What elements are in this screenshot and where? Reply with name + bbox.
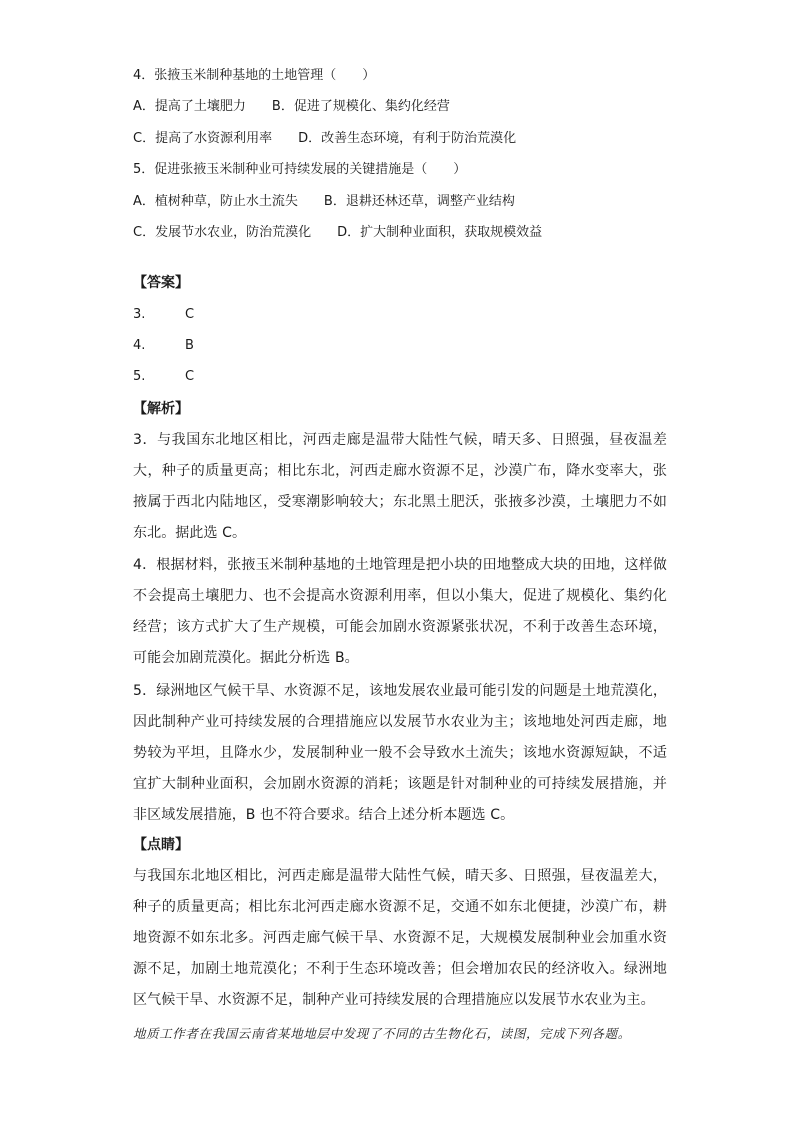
question-4-option-d: D．改善生态环境，有利于防治荒漠化 — [298, 131, 517, 146]
question-4-options-row-2 — [133, 129, 516, 149]
question-5-option-a: A．植树种草，防止水土流失 — [133, 194, 298, 209]
answer-value: B — [185, 338, 194, 353]
question-4-option-a: A．提高了土壤肥力 — [133, 99, 246, 114]
comment-paragraph: 与我国东北地区相比，河西走廊是温带大陆性气候，晴天多、日照强，昼夜温差大，种子的质量更高；相比东北河西走廊水资源不足，交通不如东北便捷，沙漠广布，耕地资源不如东北多。河西走廊气候干旱、水资源不足，大规模发展制种业会加重水资源不足，加剧土地荒漠化；不利于生态环境改善；但会增加农民的经济收入。绿洲地区气候干旱、水资源不足，制种产业可持续发展的合理措施应以发展节水农业为主。 — [133, 868, 667, 1008]
question-5-stem: 5．促进张掖玉米制种业可持续发展的关键措施是（ ） — [133, 162, 467, 177]
question-4-option-b: B．促进了规模化、集约化经营 — [271, 99, 450, 114]
answer-number: 5. — [133, 369, 146, 384]
question-4-option-c: C．提高了水资源利用率 — [133, 131, 273, 146]
answer-number: 3. — [133, 307, 146, 322]
answer-row — [133, 305, 194, 325]
analysis-paragraph-3: 3．与我国东北地区相比，河西走廊是温带大陆性气候，晴天多、日照强，昼夜温差大，种子的质量更高；相比东北，河西走廊水资源不足，沙漠广布，降水变率大，张掖属于西北内陆地区，受寒潮影响较大；东北黑土肥沃，张掖多沙漠，土壤肥力不如东北。据此选 C。 — [133, 432, 667, 541]
answer-number: 4. — [133, 338, 146, 353]
question-5-option-c: C．发展节水农业，防治荒漠化 — [133, 225, 312, 240]
comment-heading: 【点睛】 — [133, 837, 189, 853]
question-5-option-b: B．退耕还林还草，调整产业结构 — [323, 194, 515, 209]
analysis-paragraph-5: 5．绿洲地区气候干旱、水资源不足，该地发展农业最可能引发的问题是土地荒漠化，因此制种产业可持续发展的合理措施应以发展节水农业为主；该地地处河西走廊，地势较为平坦，且降水少，发展制种业一般不会导致水土流失；该地水资源短缺，不适宜扩大制种业面积，会加剧水资源的消耗；该题是针对制种业的可持续发展措施，并非区域发展措施，B 也不符合要求。结合上述分析本题选 C。 — [133, 683, 667, 823]
answer-heading: 【答案】 — [133, 275, 189, 291]
question-4-stem: 4．张掖玉米制种基地的土地管理（ ） — [133, 68, 376, 83]
question-5-option-d: D．扩大制种业面积，获取规模效益 — [337, 225, 543, 240]
analysis-paragraph-4: 4．根据材料，张掖玉米制种基地的土地管理是把小块的田地整成大块的田地，这样做不会提高土壤肥力、也不会提高水资源利用率，但以小集大，促进了规模化、集约化经营；该方式扩大了生产规模，可能会加剧水资源紧张状况，不利于改善生态环境，可能会加剧荒漠化。据此分析选 B。 — [133, 557, 667, 666]
analysis-heading: 【解析】 — [133, 401, 189, 417]
question-4-options-row-1 — [133, 97, 450, 117]
answer-row — [133, 336, 194, 356]
answer-value: C — [185, 369, 195, 384]
answer-value: C — [185, 307, 195, 322]
question-5-options-row-1 — [133, 192, 515, 212]
next-question-intro: 地质工作者在我国云南省某地地层中发现了不同的古生物化石，读图，完成下列各题。 — [133, 1026, 631, 1041]
answer-row — [133, 367, 194, 387]
question-5-options-row-2 — [133, 223, 542, 243]
